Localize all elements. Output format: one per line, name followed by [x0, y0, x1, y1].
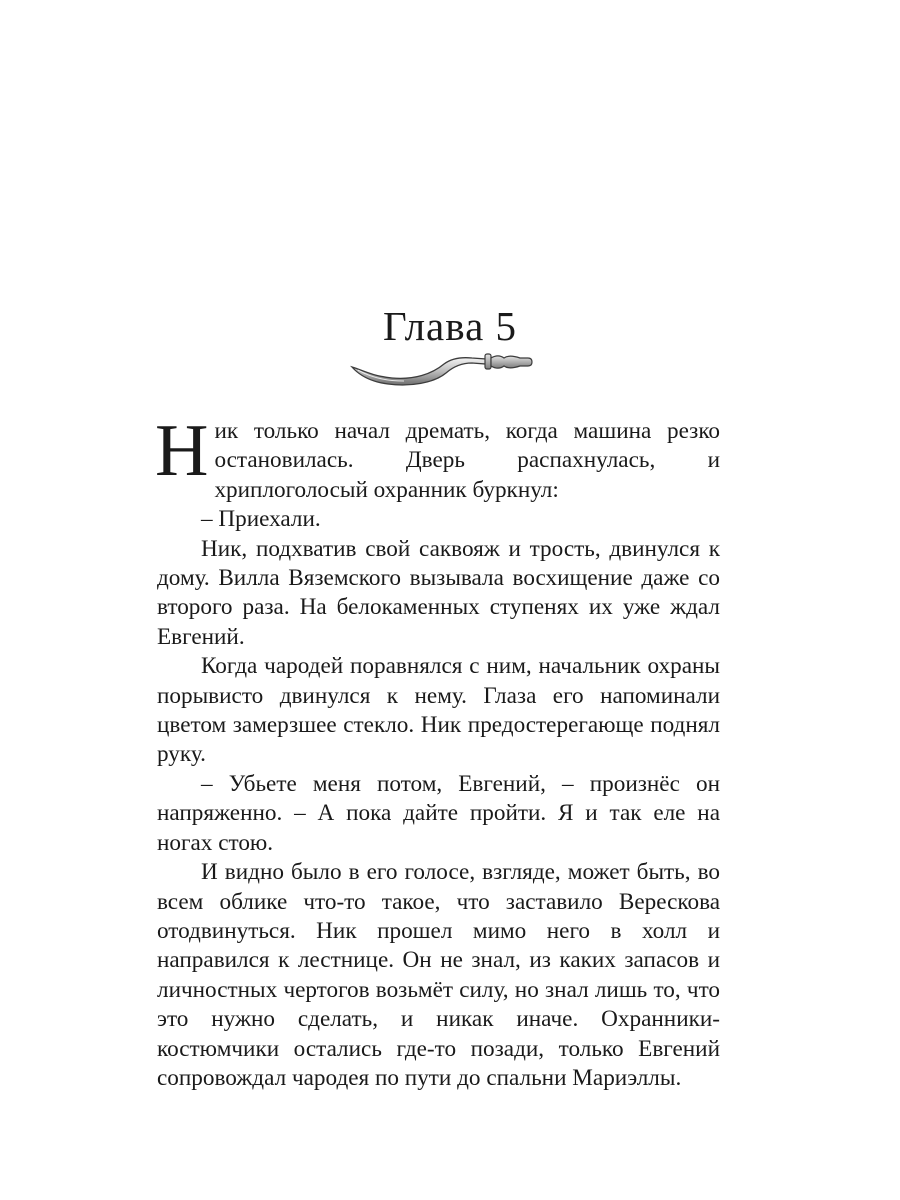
paragraph-1-text: ик только начал дремать, когда машина резко остановилась. Дверь распахнулась, и хриплоголосый охранник буркнул: [214, 418, 720, 503]
paragraph-3: Ник, подхватив свой саквояж и трость, двинулся к дому. Вилла Вяземского вызывала восхищение даже со второго раза. На белокаменных ступенях их уже ждал Евгений. [157, 535, 720, 650]
paragraph-4: Когда чародей поравнялся с ним, начальник охраны порывисто двинулся к нему. Глаза его напоминали цветом замерзшее стекло. Ник предостерегающе поднял руку. [157, 653, 720, 768]
paragraph-1 [155, 410, 720, 505]
curved-sword-icon [348, 350, 534, 390]
chapter-title: Глава 5 [382, 303, 518, 349]
paragraph-5: – Убьете меня потом, Евгений, – произнёс он напряженно. – А пока дайте пройти. Я и так еле на ногах стою. [157, 770, 720, 856]
paragraph-2: – Приехали. [201, 506, 321, 533]
drop-cap: Н [155, 410, 209, 492]
chapter-text [155, 410, 720, 1093]
paragraph-6: И видно было в его голосе, взгляде, может быть, во всем облике что-то такое, что заставило Верескова отодвинуться. Ник прошел мимо него в холл и направился к лестнице. Он не знал, из каких запасов и личностных чертогов возьмёт силу, но знал лишь то, что это нужно сделать, и никак иначе. Охранники-костюмчики остались где-то позади, только Евгений сопровождал чародея по пути до спальни Мариэллы. [157, 859, 720, 1091]
